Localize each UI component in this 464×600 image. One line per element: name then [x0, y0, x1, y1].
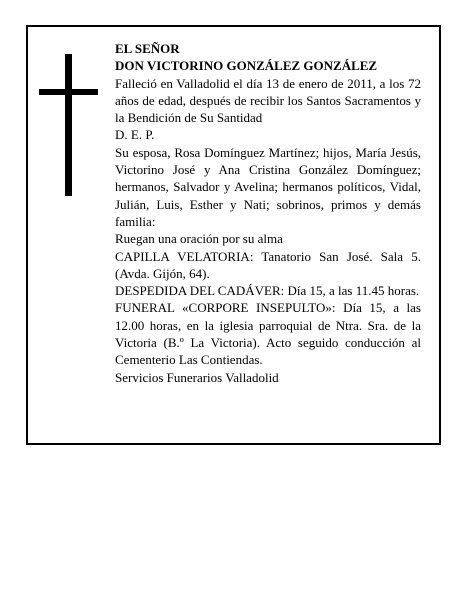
deceased-name: DON VICTORINO GONZÁLEZ GONZÁLEZ — [115, 58, 378, 74]
farewell-info: DESPEDIDA DEL CADÁVER: Día 15, a las 11.45 horas. — [115, 283, 420, 299]
family-list: Su esposa, Rosa Domínguez Martínez; hijos, María Jesús, Victorino José y Ana Cristina González Domínguez; hermanos, Salvador y Avelina; hermanos políticos, Vidal, Julián, Luis, Esther y Nati; sobrinos, primos y demás familia: — [115, 144, 421, 229]
obituary-notice — [26, 25, 441, 445]
cross-icon — [39, 54, 98, 196]
notice-title-line1: EL SEÑOR — [115, 41, 180, 56]
cross-vertical-bar — [65, 54, 72, 196]
death-announcement: Falleció en Valladolid el día 13 de enero de 2011, a los 72 años de edad, después de recibir los Santos Sacramentos y la Bendición de Su Santidad — [115, 75, 421, 126]
chapel-info: CAPILLA VELATORIA: Tanatorio San José. Sala 5. (Avda. Gijón, 64). — [115, 248, 421, 281]
cross-horizontal-bar — [39, 89, 98, 95]
notice-text — [115, 40, 421, 386]
rip-text: D. E. P. — [115, 127, 155, 143]
funeral-services-name: Servicios Funerarios Valladolid — [115, 369, 279, 385]
prayer-request: Ruegan una oración por su alma — [115, 231, 283, 247]
funeral-info: FUNERAL «CORPORE INSEPULTO»: Día 15, a las 12.00 horas, en la iglesia parroquial de Ntra. Sra. de la Victoria (B.º La Victoria). Acto seguido conducción al Cementerio Las Contiendas. — [115, 300, 421, 368]
